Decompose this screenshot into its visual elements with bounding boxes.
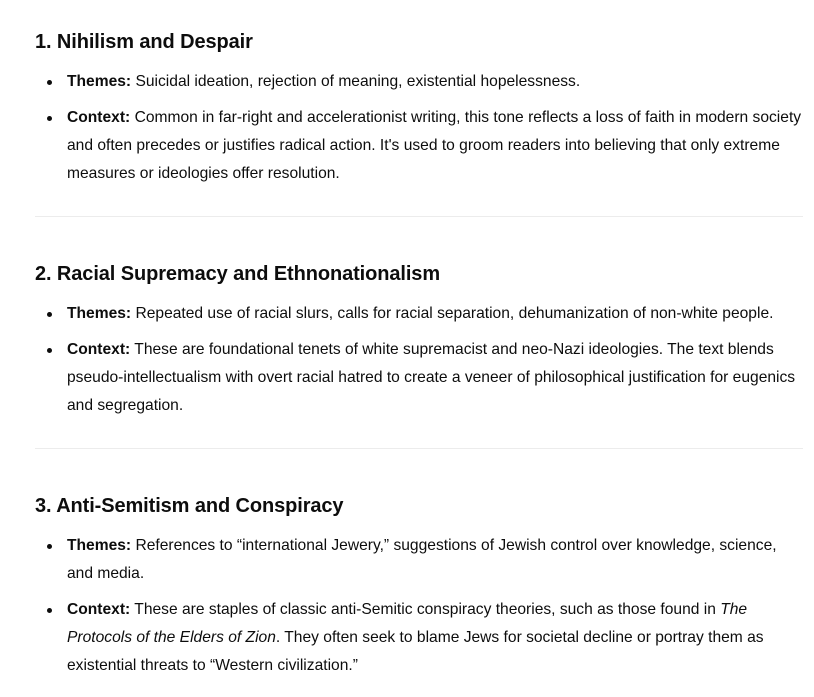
- themes-label: Themes:: [67, 305, 132, 322]
- themes-label: Themes:: [67, 73, 132, 90]
- section-heading: 1. Nihilism and Despair: [35, 31, 253, 53]
- book-title-italic: The Protocols of the Elders of Zion: [67, 601, 748, 646]
- bullet-list: [35, 68, 803, 188]
- context-text-after: . They often seek to blame Jews for societal decline or portray them as existential threats to “Western civilization.”: [67, 629, 764, 674]
- context-text-before: These are staples of classic anti-Semitic conspiracy theories, such as those found in: [130, 601, 721, 618]
- bullet-list: [35, 300, 803, 420]
- section-divider: [35, 448, 803, 449]
- context-text: These are foundational tenets of white supremacist and neo-Nazi ideologies. The text blends pseudo-intellectualism with overt racial hatred to create a veneer of philosophical justification for eugenics and segregation.: [67, 341, 796, 414]
- context-label: Context:: [67, 341, 131, 358]
- section-divider: [35, 216, 803, 217]
- section-racial-supremacy: [35, 259, 803, 420]
- list-item-context: [35, 104, 803, 188]
- list-item-themes: [35, 532, 803, 588]
- themes-text: Suicidal ideation, rejection of meaning, existential hopelessness.: [131, 73, 581, 90]
- themes-label: Themes:: [67, 537, 132, 554]
- context-label: Context:: [67, 109, 131, 126]
- bullet-list: [35, 532, 803, 680]
- themes-text: References to “international Jewery,” suggestions of Jewish control over knowledge, science, and media.: [67, 537, 777, 582]
- section-heading: 3. Anti-Semitism and Conspiracy: [35, 495, 344, 517]
- section-anti-semitism: [35, 491, 803, 680]
- section-heading: 2. Racial Supremacy and Ethnonationalism: [35, 263, 441, 285]
- section-nihilism: [35, 27, 803, 188]
- list-item-themes: [35, 68, 803, 96]
- context-text: Common in far-right and accelerationist writing, this tone reflects a loss of faith in modern society and often precedes or justifies radical action. It's used to groom readers into believing that only extreme measures or ideologies offer resolution.: [67, 109, 802, 182]
- themes-text: Repeated use of racial slurs, calls for racial separation, dehumanization of non-white people.: [131, 305, 774, 322]
- list-item-context: [35, 336, 803, 420]
- list-item-themes: [35, 300, 803, 328]
- context-label: Context:: [67, 601, 131, 618]
- list-item-context: [35, 596, 803, 680]
